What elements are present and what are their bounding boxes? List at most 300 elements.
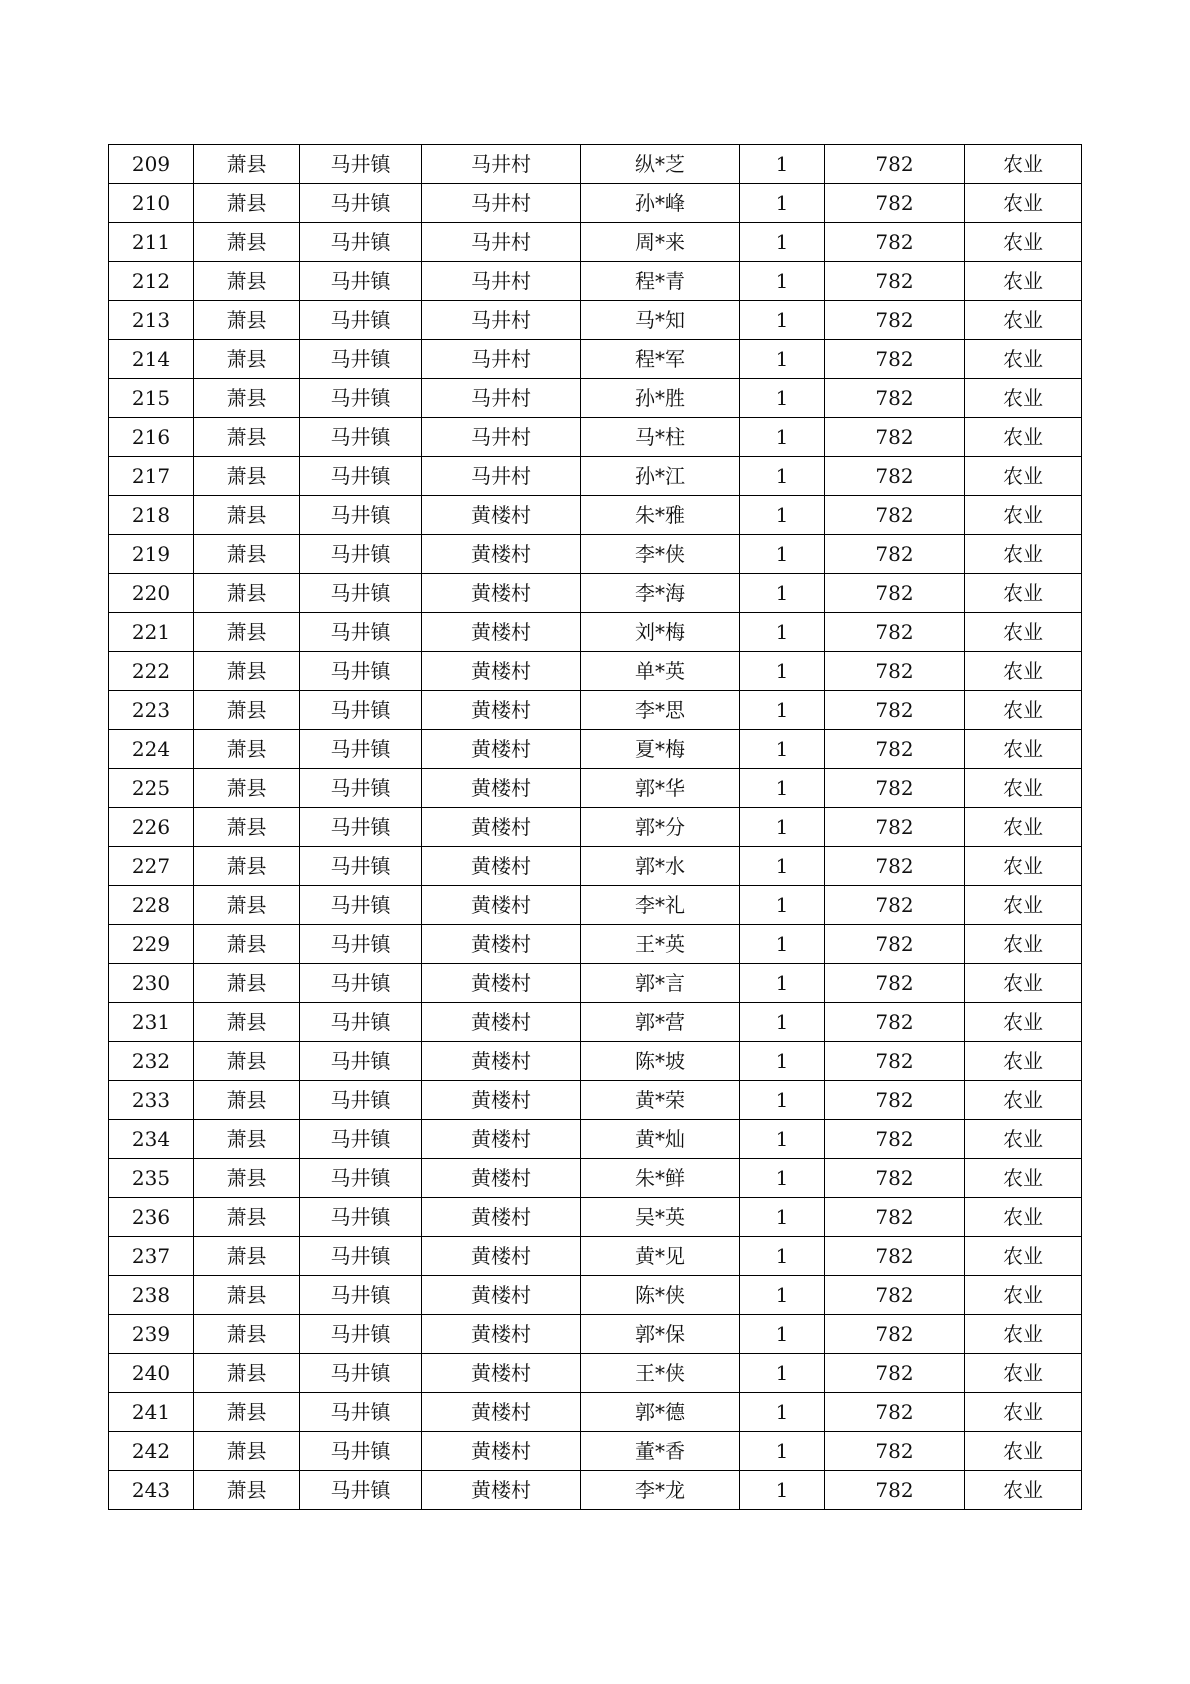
cell-count: 1 (740, 535, 825, 574)
cell-name: 郭*华 (581, 769, 740, 808)
table-body (109, 145, 1082, 1510)
cell-amount: 782 (825, 184, 965, 223)
cell-category: 农业 (965, 1432, 1082, 1471)
cell-count: 1 (740, 1198, 825, 1237)
cell-index: 235 (109, 1159, 194, 1198)
cell-town: 马井镇 (300, 1003, 422, 1042)
cell-county: 萧县 (194, 223, 300, 262)
cell-category: 农业 (965, 1198, 1082, 1237)
cell-index: 234 (109, 1120, 194, 1159)
cell-count: 1 (740, 262, 825, 301)
cell-category: 农业 (965, 652, 1082, 691)
cell-name: 孙*胜 (581, 379, 740, 418)
cell-amount: 782 (825, 1120, 965, 1159)
cell-index: 211 (109, 223, 194, 262)
cell-village: 黄楼村 (422, 1042, 581, 1081)
table-row (109, 1120, 1082, 1159)
cell-category: 农业 (965, 1081, 1082, 1120)
cell-count: 1 (740, 1354, 825, 1393)
cell-town: 马井镇 (300, 1471, 422, 1510)
cell-name: 董*香 (581, 1432, 740, 1471)
cell-count: 1 (740, 652, 825, 691)
cell-count: 1 (740, 691, 825, 730)
cell-amount: 782 (825, 223, 965, 262)
cell-index: 239 (109, 1315, 194, 1354)
table-row (109, 340, 1082, 379)
cell-index: 224 (109, 730, 194, 769)
cell-name: 孙*江 (581, 457, 740, 496)
cell-count: 1 (740, 1315, 825, 1354)
table-row (109, 457, 1082, 496)
cell-county: 萧县 (194, 964, 300, 1003)
table-row (109, 145, 1082, 184)
cell-category: 农业 (965, 301, 1082, 340)
cell-count: 1 (740, 1471, 825, 1510)
table-row (109, 1393, 1082, 1432)
cell-category: 农业 (965, 1042, 1082, 1081)
cell-category: 农业 (965, 379, 1082, 418)
cell-county: 萧县 (194, 847, 300, 886)
table-row (109, 613, 1082, 652)
cell-count: 1 (740, 808, 825, 847)
cell-category: 农业 (965, 730, 1082, 769)
cell-name: 郭*言 (581, 964, 740, 1003)
cell-count: 1 (740, 145, 825, 184)
cell-index: 216 (109, 418, 194, 457)
cell-village: 马井村 (422, 301, 581, 340)
cell-village: 黄楼村 (422, 1315, 581, 1354)
cell-category: 农业 (965, 223, 1082, 262)
table-row (109, 1081, 1082, 1120)
cell-category: 农业 (965, 1471, 1082, 1510)
cell-index: 225 (109, 769, 194, 808)
cell-amount: 782 (825, 418, 965, 457)
cell-category: 农业 (965, 1315, 1082, 1354)
cell-village: 黄楼村 (422, 1120, 581, 1159)
cell-category: 农业 (965, 1354, 1082, 1393)
cell-name: 郭*分 (581, 808, 740, 847)
cell-category: 农业 (965, 847, 1082, 886)
table-row (109, 1354, 1082, 1393)
cell-town: 马井镇 (300, 301, 422, 340)
cell-amount: 782 (825, 1237, 965, 1276)
cell-town: 马井镇 (300, 184, 422, 223)
cell-name: 夏*梅 (581, 730, 740, 769)
cell-index: 217 (109, 457, 194, 496)
cell-county: 萧县 (194, 1198, 300, 1237)
cell-count: 1 (740, 1237, 825, 1276)
cell-count: 1 (740, 496, 825, 535)
cell-count: 1 (740, 340, 825, 379)
cell-name: 马*柱 (581, 418, 740, 457)
cell-count: 1 (740, 301, 825, 340)
cell-category: 农业 (965, 574, 1082, 613)
cell-county: 萧县 (194, 1003, 300, 1042)
cell-amount: 782 (825, 886, 965, 925)
cell-count: 1 (740, 1159, 825, 1198)
cell-index: 220 (109, 574, 194, 613)
cell-amount: 782 (825, 769, 965, 808)
cell-count: 1 (740, 964, 825, 1003)
cell-amount: 782 (825, 1393, 965, 1432)
cell-amount: 782 (825, 301, 965, 340)
cell-index: 210 (109, 184, 194, 223)
cell-town: 马井镇 (300, 262, 422, 301)
cell-index: 242 (109, 1432, 194, 1471)
cell-amount: 782 (825, 262, 965, 301)
table-row (109, 1276, 1082, 1315)
cell-county: 萧县 (194, 652, 300, 691)
cell-name: 周*来 (581, 223, 740, 262)
cell-amount: 782 (825, 1276, 965, 1315)
cell-amount: 782 (825, 379, 965, 418)
cell-county: 萧县 (194, 1237, 300, 1276)
cell-county: 萧县 (194, 769, 300, 808)
cell-count: 1 (740, 613, 825, 652)
cell-county: 萧县 (194, 1393, 300, 1432)
cell-village: 黄楼村 (422, 574, 581, 613)
cell-town: 马井镇 (300, 223, 422, 262)
cell-index: 241 (109, 1393, 194, 1432)
table-row (109, 1432, 1082, 1471)
cell-town: 马井镇 (300, 808, 422, 847)
table-row (109, 769, 1082, 808)
cell-town: 马井镇 (300, 145, 422, 184)
cell-county: 萧县 (194, 145, 300, 184)
cell-name: 朱*鲜 (581, 1159, 740, 1198)
table-row (109, 1198, 1082, 1237)
cell-index: 243 (109, 1471, 194, 1510)
cell-amount: 782 (825, 535, 965, 574)
data-table (108, 144, 1082, 1510)
cell-name: 王*侠 (581, 1354, 740, 1393)
cell-index: 221 (109, 613, 194, 652)
cell-town: 马井镇 (300, 1432, 422, 1471)
cell-village: 黄楼村 (422, 964, 581, 1003)
cell-town: 马井镇 (300, 652, 422, 691)
table-row (109, 379, 1082, 418)
cell-town: 马井镇 (300, 379, 422, 418)
cell-count: 1 (740, 925, 825, 964)
cell-county: 萧县 (194, 1471, 300, 1510)
cell-county: 萧县 (194, 379, 300, 418)
cell-village: 黄楼村 (422, 652, 581, 691)
cell-count: 1 (740, 574, 825, 613)
cell-county: 萧县 (194, 262, 300, 301)
cell-county: 萧县 (194, 1042, 300, 1081)
cell-category: 农业 (965, 1276, 1082, 1315)
cell-name: 李*礼 (581, 886, 740, 925)
cell-amount: 782 (825, 1198, 965, 1237)
table-row (109, 1237, 1082, 1276)
table-row (109, 847, 1082, 886)
cell-name: 李*龙 (581, 1471, 740, 1510)
cell-county: 萧县 (194, 808, 300, 847)
cell-index: 238 (109, 1276, 194, 1315)
cell-name: 李*思 (581, 691, 740, 730)
cell-amount: 782 (825, 1432, 965, 1471)
cell-name: 郭*营 (581, 1003, 740, 1042)
cell-town: 马井镇 (300, 535, 422, 574)
cell-category: 农业 (965, 1237, 1082, 1276)
cell-county: 萧县 (194, 1315, 300, 1354)
cell-name: 吴*英 (581, 1198, 740, 1237)
cell-county: 萧县 (194, 613, 300, 652)
cell-county: 萧县 (194, 1354, 300, 1393)
cell-town: 马井镇 (300, 1354, 422, 1393)
cell-index: 229 (109, 925, 194, 964)
cell-village: 黄楼村 (422, 691, 581, 730)
cell-category: 农业 (965, 925, 1082, 964)
cell-county: 萧县 (194, 925, 300, 964)
cell-count: 1 (740, 1120, 825, 1159)
table-row (109, 262, 1082, 301)
cell-village: 黄楼村 (422, 1159, 581, 1198)
cell-name: 朱*雅 (581, 496, 740, 535)
cell-amount: 782 (825, 1471, 965, 1510)
cell-name: 纵*芝 (581, 145, 740, 184)
cell-town: 马井镇 (300, 1198, 422, 1237)
cell-county: 萧县 (194, 184, 300, 223)
cell-name: 王*英 (581, 925, 740, 964)
table-row (109, 535, 1082, 574)
cell-name: 郭*德 (581, 1393, 740, 1432)
cell-amount: 782 (825, 457, 965, 496)
cell-amount: 782 (825, 1081, 965, 1120)
cell-index: 218 (109, 496, 194, 535)
cell-index: 219 (109, 535, 194, 574)
table-row (109, 1315, 1082, 1354)
cell-county: 萧县 (194, 730, 300, 769)
cell-amount: 782 (825, 340, 965, 379)
cell-amount: 782 (825, 808, 965, 847)
cell-village: 马井村 (422, 145, 581, 184)
cell-county: 萧县 (194, 1120, 300, 1159)
cell-amount: 782 (825, 1042, 965, 1081)
cell-category: 农业 (965, 691, 1082, 730)
table-row (109, 184, 1082, 223)
cell-index: 214 (109, 340, 194, 379)
cell-index: 237 (109, 1237, 194, 1276)
cell-amount: 782 (825, 652, 965, 691)
cell-count: 1 (740, 886, 825, 925)
cell-name: 程*青 (581, 262, 740, 301)
cell-index: 215 (109, 379, 194, 418)
cell-county: 萧县 (194, 496, 300, 535)
cell-village: 黄楼村 (422, 1003, 581, 1042)
cell-category: 农业 (965, 808, 1082, 847)
cell-town: 马井镇 (300, 1081, 422, 1120)
cell-village: 黄楼村 (422, 769, 581, 808)
cell-village: 黄楼村 (422, 613, 581, 652)
cell-name: 黄*荣 (581, 1081, 740, 1120)
cell-amount: 782 (825, 691, 965, 730)
cell-count: 1 (740, 379, 825, 418)
table-row (109, 730, 1082, 769)
cell-category: 农业 (965, 886, 1082, 925)
cell-village: 黄楼村 (422, 1432, 581, 1471)
cell-index: 212 (109, 262, 194, 301)
cell-town: 马井镇 (300, 496, 422, 535)
cell-town: 马井镇 (300, 457, 422, 496)
cell-county: 萧县 (194, 1081, 300, 1120)
cell-count: 1 (740, 1276, 825, 1315)
cell-county: 萧县 (194, 1159, 300, 1198)
cell-village: 黄楼村 (422, 1276, 581, 1315)
cell-amount: 782 (825, 574, 965, 613)
table-row (109, 886, 1082, 925)
cell-village: 马井村 (422, 379, 581, 418)
cell-town: 马井镇 (300, 1237, 422, 1276)
cell-amount: 782 (825, 496, 965, 535)
cell-village: 黄楼村 (422, 496, 581, 535)
cell-town: 马井镇 (300, 925, 422, 964)
cell-town: 马井镇 (300, 340, 422, 379)
cell-index: 232 (109, 1042, 194, 1081)
cell-town: 马井镇 (300, 418, 422, 457)
cell-category: 农业 (965, 457, 1082, 496)
cell-category: 农业 (965, 496, 1082, 535)
cell-index: 209 (109, 145, 194, 184)
cell-village: 黄楼村 (422, 1198, 581, 1237)
cell-category: 农业 (965, 535, 1082, 574)
cell-village: 黄楼村 (422, 808, 581, 847)
cell-count: 1 (740, 769, 825, 808)
cell-town: 马井镇 (300, 886, 422, 925)
cell-name: 李*海 (581, 574, 740, 613)
cell-village: 黄楼村 (422, 535, 581, 574)
cell-count: 1 (740, 184, 825, 223)
table-row (109, 964, 1082, 1003)
cell-village: 黄楼村 (422, 925, 581, 964)
cell-index: 236 (109, 1198, 194, 1237)
cell-town: 马井镇 (300, 1315, 422, 1354)
cell-index: 227 (109, 847, 194, 886)
cell-town: 马井镇 (300, 1120, 422, 1159)
cell-count: 1 (740, 418, 825, 457)
cell-name: 郭*保 (581, 1315, 740, 1354)
cell-count: 1 (740, 223, 825, 262)
cell-index: 226 (109, 808, 194, 847)
cell-count: 1 (740, 457, 825, 496)
cell-category: 农业 (965, 769, 1082, 808)
cell-index: 240 (109, 1354, 194, 1393)
cell-count: 1 (740, 847, 825, 886)
cell-category: 农业 (965, 184, 1082, 223)
cell-index: 231 (109, 1003, 194, 1042)
cell-county: 萧县 (194, 1432, 300, 1471)
cell-village: 马井村 (422, 418, 581, 457)
cell-name: 黄*见 (581, 1237, 740, 1276)
cell-name: 陈*侠 (581, 1276, 740, 1315)
cell-category: 农业 (965, 964, 1082, 1003)
cell-name: 刘*梅 (581, 613, 740, 652)
table-row (109, 1003, 1082, 1042)
table-row (109, 418, 1082, 457)
cell-amount: 782 (825, 1315, 965, 1354)
table-row (109, 925, 1082, 964)
cell-town: 马井镇 (300, 1276, 422, 1315)
cell-town: 马井镇 (300, 847, 422, 886)
cell-category: 农业 (965, 1393, 1082, 1432)
cell-village: 黄楼村 (422, 1393, 581, 1432)
cell-category: 农业 (965, 262, 1082, 301)
cell-index: 222 (109, 652, 194, 691)
cell-county: 萧县 (194, 418, 300, 457)
cell-town: 马井镇 (300, 1159, 422, 1198)
cell-count: 1 (740, 1003, 825, 1042)
cell-count: 1 (740, 1081, 825, 1120)
cell-category: 农业 (965, 1003, 1082, 1042)
cell-category: 农业 (965, 340, 1082, 379)
cell-count: 1 (740, 1042, 825, 1081)
cell-name: 陈*坡 (581, 1042, 740, 1081)
cell-name: 孙*峰 (581, 184, 740, 223)
cell-town: 马井镇 (300, 769, 422, 808)
cell-name: 马*知 (581, 301, 740, 340)
cell-index: 223 (109, 691, 194, 730)
cell-amount: 782 (825, 964, 965, 1003)
cell-county: 萧县 (194, 886, 300, 925)
cell-town: 马井镇 (300, 730, 422, 769)
cell-amount: 782 (825, 613, 965, 652)
cell-county: 萧县 (194, 574, 300, 613)
cell-category: 农业 (965, 145, 1082, 184)
cell-index: 228 (109, 886, 194, 925)
cell-category: 农业 (965, 1159, 1082, 1198)
cell-village: 黄楼村 (422, 1354, 581, 1393)
cell-town: 马井镇 (300, 613, 422, 652)
cell-amount: 782 (825, 730, 965, 769)
cell-town: 马井镇 (300, 1393, 422, 1432)
cell-count: 1 (740, 1432, 825, 1471)
cell-village: 马井村 (422, 457, 581, 496)
cell-town: 马井镇 (300, 964, 422, 1003)
cell-amount: 782 (825, 847, 965, 886)
cell-category: 农业 (965, 1120, 1082, 1159)
cell-town: 马井镇 (300, 1042, 422, 1081)
cell-county: 萧县 (194, 691, 300, 730)
table-row (109, 808, 1082, 847)
cell-name: 郭*水 (581, 847, 740, 886)
cell-amount: 782 (825, 925, 965, 964)
cell-index: 230 (109, 964, 194, 1003)
table-row (109, 691, 1082, 730)
cell-town: 马井镇 (300, 691, 422, 730)
cell-county: 萧县 (194, 301, 300, 340)
table-row (109, 223, 1082, 262)
cell-county: 萧县 (194, 535, 300, 574)
table-row (109, 301, 1082, 340)
table-row (109, 1042, 1082, 1081)
table-row (109, 1159, 1082, 1198)
cell-county: 萧县 (194, 1276, 300, 1315)
cell-count: 1 (740, 1393, 825, 1432)
table-row (109, 652, 1082, 691)
cell-village: 马井村 (422, 262, 581, 301)
cell-town: 马井镇 (300, 574, 422, 613)
table-row (109, 574, 1082, 613)
cell-category: 农业 (965, 418, 1082, 457)
cell-village: 马井村 (422, 340, 581, 379)
cell-category: 农业 (965, 613, 1082, 652)
cell-amount: 782 (825, 1159, 965, 1198)
cell-amount: 782 (825, 1354, 965, 1393)
cell-village: 黄楼村 (422, 1471, 581, 1510)
cell-village: 黄楼村 (422, 1081, 581, 1120)
cell-index: 233 (109, 1081, 194, 1120)
cell-name: 程*军 (581, 340, 740, 379)
